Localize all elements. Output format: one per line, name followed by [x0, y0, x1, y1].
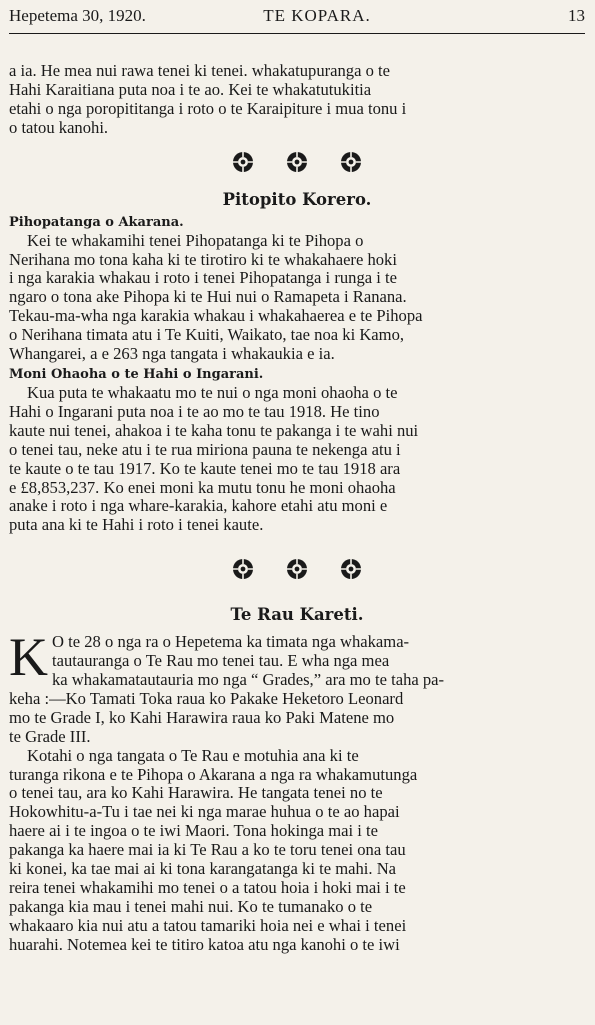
text-line: etahi o nga poropititanga i roto o te Karaipiture i mua tonu i	[9, 98, 407, 118]
text-line: turanga rikona e te Pihopa o Akarana a nga ra whakamutunga	[9, 764, 418, 784]
text-line: puta ana ki te Hahi i roto i tenei kaute.	[9, 515, 264, 535]
section-divider	[9, 549, 585, 589]
article-paragraph	[9, 627, 585, 746]
text-line: mo te Grade I, ko Kahi Harawira raua ko Paki Matene mo	[9, 707, 395, 727]
subsection-heading: Pihopatanga o Akarana.	[9, 214, 184, 230]
text-line: huarahi. Notemea kei te titiro katoa atu nga kanohi o te iwi	[9, 934, 400, 954]
text-line: o tenei tau, ara ko Kahi Harawira. He tangata tenei no te	[9, 783, 383, 803]
subsection-heading: Moni Ohaoha o te Hahi o Ingarani.	[9, 366, 264, 382]
text-line: i nga karakia whakau i roto i tenei Pihopatanga i runga i te	[9, 268, 397, 288]
article-paragraph	[9, 747, 585, 955]
text-line: o Nerihana timata atu i Te Kuiti, Waikato, tae noa ki Kamo,	[9, 325, 405, 345]
text-line: ka whakamatautauria mo nga “ Grades,” ara mo te taha pa-	[52, 670, 445, 690]
flower-ornament-icon	[232, 558, 254, 580]
article-paragraph	[9, 232, 585, 364]
text-line: whakaaro kia nui atu a tatou tamariki hoia nei e whai i tenei	[9, 915, 407, 935]
text-line: pakanga ka haere mai ia ki Te Rau a ko te toru tenei ona tau	[9, 840, 406, 860]
text-line: Kotahi o nga tangata o Te Rau e motuhia ana ki te	[27, 745, 359, 765]
text-line: O te 28 o nga ra o Hepetema ka timata nga whakama-	[52, 632, 410, 652]
flower-ornament-icon	[232, 151, 254, 173]
text-line: a ia. He mea nui rawa tenei ki tenei. whakatupuranga o te	[9, 61, 391, 80]
text-line: Tekau-ma-wha nga karakia whakau i whakahaerea e te Pihopa	[9, 306, 423, 326]
text-line: o tatou kanohi.	[9, 117, 109, 137]
text-line: ngaro o tona ake Pihopa ki te Hui nui o Ramapeta i Ranana.	[9, 287, 407, 307]
section-title: Te Rau Kareti.	[230, 605, 364, 625]
text-line: Kei te whakamihi tenei Pihopatanga ki te Pihopa o	[27, 230, 364, 250]
text-line: pakanga kia mau i tenei mahi nui. Ko te tumanako o te	[9, 896, 373, 916]
text-line: te Grade III.	[9, 726, 91, 746]
text-line: keha :—Ko Tamati Toka raua ko Pakake Heketoro Leonard	[9, 688, 404, 708]
intro-paragraph	[9, 62, 585, 138]
text-line: kaute nui tenei, ahakoa i te kaha tonu te pakanga i te wahi nui	[9, 420, 419, 440]
text-line: reira tenei whakamihi mo tenei o a tatou hoia i hoki mai i te	[9, 878, 406, 897]
section-divider	[9, 142, 585, 182]
publication-title: TE KOPARA.	[263, 6, 371, 25]
section-title: Pitopito Korero.	[222, 189, 372, 209]
article-paragraph	[9, 384, 585, 535]
flower-ornament-icon	[286, 558, 308, 580]
page-header	[9, 0, 585, 34]
text-line: Nerihana mo tona kaha ki te tirotiro ki te whakahaere hoki	[9, 249, 397, 269]
text-line: ki konei, ka tae mai ai ki tona karangatanga ki te mahi. Na	[9, 859, 397, 879]
text-line: Hokowhitu-a-Tu i tae nei ki nga marae huhua o te ao hapai	[9, 802, 400, 822]
flower-ornament-icon	[340, 151, 362, 173]
text-line: tautauranga o Te Rau mo tenei tau. E wha nga mea	[52, 651, 390, 671]
text-line: e £8,853,237. Ko enei moni ka mutu tonu he moni ohaoha	[9, 477, 396, 497]
page-number: 13	[568, 6, 585, 25]
drop-cap: K	[9, 627, 48, 688]
text-line: te kaute o te tau 1917. Ko te kaute tenei mo te tau 1918 ara	[9, 458, 401, 478]
text-line: Hahi Karaitiana puta noa i te ao. Kei te whakatutukitia	[9, 79, 372, 99]
text-line: o tenei tau, neke atu i te rua miriona pauna te nekenga atu i	[9, 439, 401, 459]
text-line: haere ai i te ingoa o te iwi Maori. Tona hokinga mai i te	[9, 821, 379, 841]
text-line: Whangarei, a e 263 nga tangata i whakaukia e ia.	[9, 344, 335, 364]
text-line: anake i roto i nga whare-karakia, kahore etahi atu moni e	[9, 496, 388, 516]
issue-date: Hepetema 30, 1920.	[9, 6, 146, 25]
text-line: Kua puta te whakaatu mo te nui o nga moni ohaoha o te	[27, 382, 398, 402]
flower-ornament-icon	[340, 558, 362, 580]
text-line: Hahi o Ingarani puta noa i te ao mo te tau 1918. He tino	[9, 401, 380, 421]
flower-ornament-icon	[286, 151, 308, 173]
